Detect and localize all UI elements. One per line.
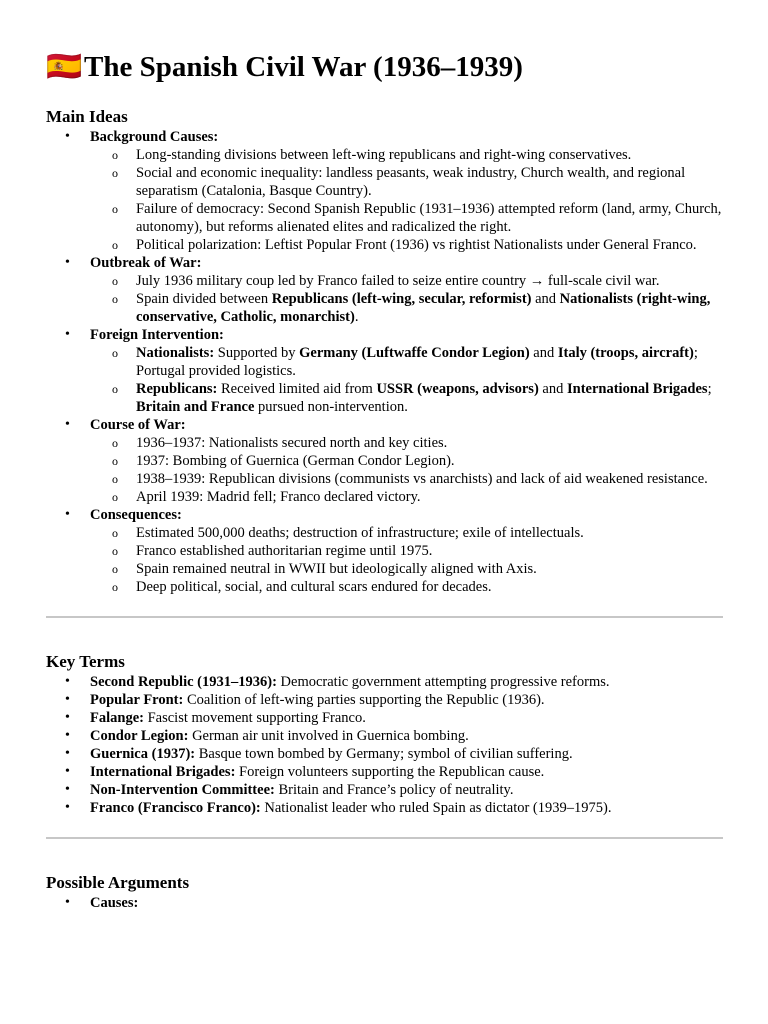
sub-item	[90, 380, 722, 416]
bold-run: International Brigades	[566, 381, 708, 397]
term-label: Franco (Francisco Franco):	[90, 800, 261, 816]
sub-list	[90, 272, 722, 326]
text-run: Supported by	[214, 345, 300, 361]
term-label: International Brigades:	[90, 764, 236, 780]
section-divider	[46, 837, 723, 839]
sub-item: o Political polarization: Leftist Popular Front (1936) vs rightist Nationalists under General Franco.	[90, 236, 722, 254]
key-term-item	[46, 709, 722, 727]
text-run: ;	[707, 381, 712, 397]
list-label: Causes:	[90, 895, 139, 911]
text-run: ; Portugal provided logistics.	[136, 345, 698, 379]
heading-main-ideas: Main Ideas	[46, 107, 128, 126]
bold-run: Italy (troops, aircraft)	[557, 345, 694, 361]
bold-run: Nationalists:	[136, 345, 215, 361]
text-run: Received limited aid from	[217, 381, 377, 397]
key-term-item	[46, 745, 722, 763]
term-label: Condor Legion:	[90, 728, 189, 744]
list-item-causes	[46, 894, 722, 912]
sub-item: o Deep political, social, and cultural scars endured for decades.	[90, 578, 722, 596]
bold-run: Republicans (left-wing, secular, reformist)	[271, 291, 532, 307]
sub-list	[90, 524, 722, 596]
list-label: Consequences:	[90, 507, 182, 523]
text-run: and	[531, 291, 560, 307]
list-item-course	[46, 416, 722, 506]
term-definition: Democratic government attempting progressive reforms.	[276, 674, 610, 690]
list-item-consequences	[46, 506, 722, 596]
key-term-item	[46, 799, 722, 817]
bold-run: USSR (weapons, advisors)	[376, 381, 539, 397]
list-item-outbreak	[46, 254, 722, 326]
sub-item: o Franco established authoritarian regime until 1975.	[90, 542, 722, 560]
term-definition: Coalition of left-wing parties supporting the Republic (1936).	[183, 692, 545, 708]
sub-item: o Spain remained neutral in WWII but ideologically aligned with Axis.	[90, 560, 722, 578]
heading-possible-arguments: Possible Arguments	[46, 873, 190, 892]
sub-list	[90, 344, 722, 416]
list-label: Foreign Intervention:	[90, 327, 224, 343]
text-run: .	[354, 309, 359, 325]
key-term-item	[46, 727, 722, 745]
term-label: Second Republic (1931–1936):	[90, 674, 277, 690]
page-title	[46, 50, 722, 84]
term-label: Popular Front:	[90, 692, 184, 708]
term-label: Guernica (1937):	[90, 746, 196, 762]
list-label: Outbreak of War:	[90, 255, 202, 271]
sub-item: o 1938–1939: Republican divisions (communists vs anarchists) and lack of aid weakened resistance.	[90, 470, 722, 488]
sub-item: o Estimated 500,000 deaths; destruction of infrastructure; exile of intellectuals.	[90, 524, 722, 542]
key-term-item	[46, 763, 722, 781]
term-definition: Foreign volunteers supporting the Republican cause.	[235, 764, 545, 780]
term-definition: Basque town bombed by Germany; symbol of civilian suffering.	[195, 746, 573, 762]
text-run: and	[529, 345, 558, 361]
sub-item: o April 1939: Madrid fell; Franco declared victory.	[90, 488, 722, 506]
sub-item: o Long-standing divisions between left-wing republicans and right-wing conservatives.	[90, 146, 722, 164]
bold-run: Republicans:	[136, 381, 218, 397]
sub-item: o 1937: Bombing of Guernica (German Condor Legion).	[90, 452, 722, 470]
sub-item	[90, 290, 722, 326]
sub-item: o 1936–1937: Nationalists secured north and key cities.	[90, 434, 722, 452]
sub-item	[90, 344, 722, 380]
heading-key-terms: Key Terms	[46, 652, 125, 671]
term-label: Falange:	[90, 710, 144, 726]
sub-item: o Social and economic inequality: landless peasants, weak industry, Church wealth, and regional separatism (Catalonia, Basque Country).	[90, 164, 722, 200]
text-run: pursued non-intervention.	[254, 399, 408, 415]
key-terms-list	[46, 673, 722, 817]
page-title-text: The Spanish Civil War (1936–1939)	[84, 51, 523, 83]
arguments-list	[46, 894, 722, 912]
sub-item: o Failure of democracy: Second Spanish Republic (1931–1936) attempted reform (land, army, Church, autonomy), but reforms alienated elites and radicalized the right.	[90, 200, 722, 236]
term-definition: Nationalist leader who ruled Spain as dictator (1939–1975).	[260, 800, 612, 816]
term-definition: Britain and France’s policy of neutrality.	[274, 782, 514, 798]
term-label: Non-Intervention Committee:	[90, 782, 275, 798]
key-term-item	[46, 781, 722, 799]
list-item-foreign	[46, 326, 722, 416]
sub-list	[90, 146, 722, 254]
section-divider	[46, 616, 723, 618]
sub-list	[90, 434, 722, 506]
key-term-item	[46, 673, 722, 691]
text-run: and	[538, 381, 567, 397]
list-item-background	[46, 128, 722, 254]
term-definition: German air unit involved in Guernica bombing.	[188, 728, 469, 744]
text-run: Spain divided between	[136, 291, 272, 307]
term-definition: Fascist movement supporting Franco.	[143, 710, 366, 726]
sub-item: o July 1936 military coup led by Franco failed to seize entire country → full-scale civil war.	[90, 272, 722, 290]
main-ideas-list	[46, 128, 722, 596]
list-label: Course of War:	[90, 417, 186, 433]
bold-run: Nationalists (right-wing, conservative, Catholic, monarchist)	[136, 291, 711, 325]
list-label: Background Causes:	[90, 129, 219, 145]
bold-run: Britain and France	[136, 399, 255, 415]
bold-run: Germany (Luftwaffe Condor Legion)	[299, 345, 530, 361]
spain-flag-icon: 🇪🇸	[46, 51, 85, 83]
key-term-item	[46, 691, 722, 709]
